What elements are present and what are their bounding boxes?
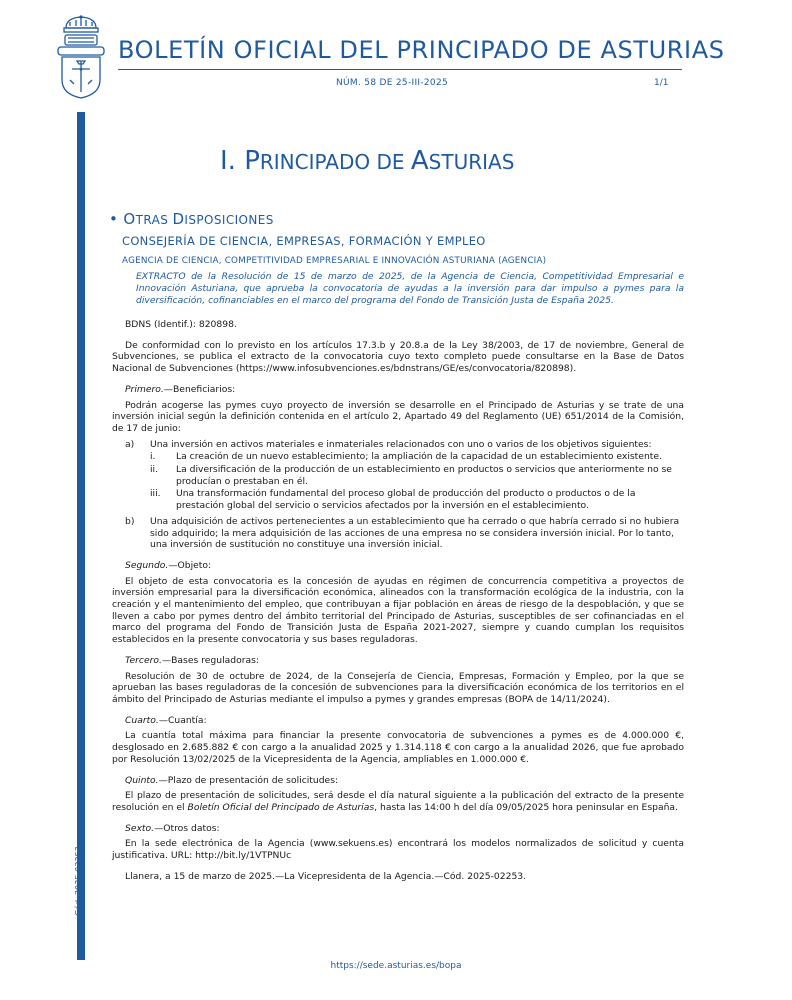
section-title bbox=[112, 775, 684, 787]
header-rule bbox=[118, 69, 682, 70]
department-name: CONSEJERÍA DE CIENCIA, EMPRESAS, FORMACIÓN Y EMPLEO bbox=[122, 234, 486, 248]
section-title bbox=[112, 560, 684, 572]
list-item bbox=[112, 464, 684, 487]
list-item bbox=[112, 439, 684, 451]
text-run-italic: Boletín Oficial del Principado de Asturias bbox=[187, 801, 375, 813]
section-paragraph: Resolución de 30 de octubre de 2024, de la Consejería de Ciencia, Empresas, Formación y Empleo, por la que se aprueban las bases reguladoras de la concesión de subvenciones para la diversificación económica de los territorios en el ámbito del Principado de Asturias mediante el impulso a pymes y grandes empresas (BOPA de 14/11/2024). bbox=[112, 670, 684, 705]
agency-name: AGENCIA DE CIENCIA, COMPETITIVIDAD EMPRESARIAL E INNOVACIÓN ASTURIANA (AGENCIA) bbox=[122, 256, 547, 266]
side-code: Cód. 2025-02253 bbox=[74, 846, 83, 916]
section-heading bbox=[220, 146, 514, 176]
section-title-label: Primero. bbox=[125, 383, 164, 395]
side-bar bbox=[77, 112, 85, 960]
signature-line: Llanera, a 15 de marzo de 2025.—La Vicepresidenta de la Agencia.—Cód. 2025-02253. bbox=[125, 870, 527, 882]
list-label: iii. bbox=[150, 488, 161, 500]
issue-number: NÚM. 58 DE 25-III-2025 bbox=[336, 78, 449, 88]
section-paragraph: La cuantía total máxima para financiar la presente convocatoria de subvenciones a pymes es de 4.000.000 €, desglosado en 2.685.882 € con cargo a la anualidad 2025 y 1.314.118 € con cargo a la anualidad 2026, que fue aprobado por Resolución 13/02/2025 de la Vicepresidenta de la Agencia, ampliables en 1.000.000 €. bbox=[112, 730, 684, 765]
asturias-crest-logo bbox=[56, 14, 106, 100]
heading-part: I. P bbox=[220, 146, 260, 176]
section-title-label: Quinto. bbox=[125, 774, 159, 786]
summary-extract: EXTRACTO de la Resolución de 15 de marzo de 2025, de la Agencia de Ciencia, Competitividad Empresarial e Innovación Asturiana, que aprueba la convocatoria de ayudas a la inversión para dar impulso a pymes para la diversificación, cofinanciables en el marco del programa del Fondo de Transición Justa de España 2025. bbox=[136, 271, 684, 307]
section-paragraph: En la sede electrónica de la Agencia (www.sekuens.es) encontrará los modelos normalizados de solicitud y cuenta justificativa. URL: http://bit.ly/1VTPNUc bbox=[112, 838, 684, 862]
subsection-bullet: • bbox=[109, 210, 124, 228]
list-label: i. bbox=[150, 451, 156, 463]
text-run: El plazo de presentación de solicitudes, será desde el día natural siguiente a la publicación del extracto de la presente resolución en el bbox=[112, 790, 684, 813]
list-text: Una adquisición de activos pertenecientes a un establecimiento que ha cerrado o que habría cerrado si no hubiera sido adquirido; la mera adquisición de las acciones de una empresa no se considera inversión inicial. Por lo tanto, una inversión de sustitución no constituye una inversión inicial. bbox=[150, 515, 680, 551]
list-text: La creación de un nuevo establecimiento; la ampliación de la capacidad de un establecimiento existente. bbox=[176, 451, 662, 463]
list-item bbox=[112, 516, 684, 551]
section-title-label: Sexto. bbox=[125, 822, 155, 834]
section-title-rest: —Beneficiarios: bbox=[163, 383, 236, 395]
list-label: a) bbox=[125, 438, 135, 450]
section-title bbox=[112, 655, 684, 667]
heading-part: RINCIPADO DE bbox=[259, 150, 411, 174]
section-title bbox=[112, 823, 684, 835]
heading-part: A bbox=[410, 146, 429, 176]
section-title-label: Tercero. bbox=[125, 654, 162, 666]
subsection-part: ISPOSICIONES bbox=[184, 213, 274, 227]
section-paragraph bbox=[112, 790, 684, 813]
section-paragraph: Podrán acogerse las pymes cuyo proyecto de inversión se desarrolle en el Principado de Asturias y se trate de una inversión inicial según la definición contenida en el artículo 2, Apartado 49 del Reglamento (UE) 651/2014 de la Comisión, de 17 de junio: bbox=[112, 399, 684, 434]
subsection-part: O bbox=[123, 210, 136, 228]
section-paragraph: El objeto de esta convocatoria es la concesión de ayudas en régimen de concurrencia competitiva a proyectos de inversión empresarial para la diversificación económica, alineados con la transformación ecológica de la industria, con la creación y el mantenimiento del empleo, que contribuyan a fijar población en áreas de riesgo de la despoblación, y que se lleven a cabo por pymes dentro del ámbito territorial del Principado de Asturias, susceptibles de ser cofinanciadas en el marco del programa del Fondo de Transición Justa de España 2021-2027, siempre y cuando cumplan los requisitos establecidos en la presente convocatoria y sus bases reguladoras. bbox=[112, 575, 684, 646]
subsection-part: D bbox=[172, 210, 185, 228]
text-run: , hasta las 14:00 h del día 09/05/2025 hora peninsular en España. bbox=[374, 801, 678, 813]
section-title bbox=[112, 384, 684, 396]
list-label: ii. bbox=[150, 464, 159, 476]
section-title-rest: —Plazo de presentación de solicitudes: bbox=[158, 774, 339, 786]
list-label: b) bbox=[125, 515, 135, 527]
page-number: 1/1 bbox=[654, 78, 669, 88]
list-text: Una inversión en activos materiales e inmateriales relacionados con uno o varios de los objetivos siguientes: bbox=[150, 438, 652, 450]
intro-paragraph: De conformidad con lo previsto en los artículos 17.3.b y 20.8.a de la Ley 38/2003, de 17 de noviembre, General de Subvenciones, se publica el extracto de la convocatoria cuyo texto completo puede consultarse en la Base de Datos Nacional de Subvenciones (https://www.infosubvenciones.es/bdnstrans/GE/es/convocatoria/820898). bbox=[112, 339, 684, 375]
subsection-part: TRAS bbox=[135, 213, 173, 227]
section-title-rest: —Objeto: bbox=[168, 559, 212, 571]
document-body bbox=[112, 319, 684, 882]
list-text: Una transformación fundamental del proceso global de producción del producto o productos o de la prestación global del servicio o servicios afectados por la inversión en el establecimiento. bbox=[176, 488, 636, 512]
section-title-rest: —Bases reguladoras: bbox=[161, 654, 260, 666]
subsection-heading bbox=[109, 210, 274, 228]
section-title-label: Segundo. bbox=[125, 559, 169, 571]
footer-url-link[interactable]: https://sede.asturias.es/bopa bbox=[330, 961, 462, 971]
bulletin-title: BOLETÍN OFICIAL DEL PRINCIPADO DE ASTURIAS bbox=[118, 36, 725, 64]
section-title bbox=[112, 715, 684, 727]
bdns-id: BDNS (Identif.): 820898. bbox=[125, 319, 237, 330]
list-item bbox=[112, 488, 684, 511]
section-title-rest: —Otros datos: bbox=[154, 822, 220, 834]
list-text: La diversificación de la producción de un establecimiento en productos o servicios que anteriormente no se producían o prestaban en él. bbox=[176, 464, 672, 487]
heading-part: STURIAS bbox=[428, 150, 515, 174]
section-title-rest: —Cuantía: bbox=[158, 714, 207, 726]
list-item bbox=[112, 451, 684, 463]
section-title-label: Cuarto. bbox=[125, 714, 159, 726]
